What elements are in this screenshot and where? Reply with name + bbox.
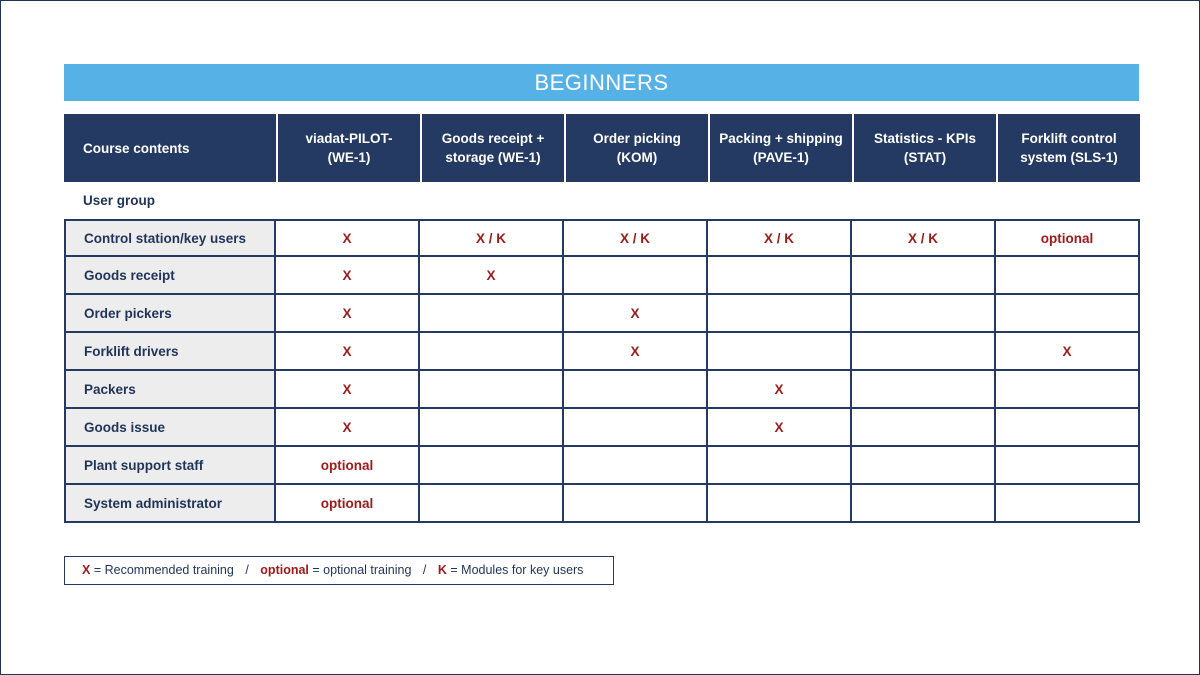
table-cell <box>708 295 852 333</box>
table-cell: optional <box>996 219 1140 257</box>
table-cell <box>708 333 852 371</box>
table-row <box>64 371 1140 409</box>
table-row <box>64 295 1140 333</box>
table-cell: optional <box>276 485 420 523</box>
table-row <box>64 219 1140 257</box>
table-cell <box>852 371 996 409</box>
table-cell: X / K <box>852 219 996 257</box>
table-cell <box>852 257 996 295</box>
table-cell <box>420 295 564 333</box>
table-cell: X <box>708 409 852 447</box>
table-cell: X <box>276 371 420 409</box>
table-cell: optional <box>276 447 420 485</box>
table-cell: X <box>420 257 564 295</box>
table-cell <box>420 371 564 409</box>
header-column: Statistics - KPIs (STAT) <box>852 114 996 182</box>
table-row <box>64 333 1140 371</box>
table-cell <box>852 409 996 447</box>
header-column: viadat-PILOT- (WE-1) <box>276 114 420 182</box>
row-label: Control station/key users <box>64 219 276 257</box>
table-cell <box>420 485 564 523</box>
legend-x-text: = Recommended training <box>93 563 234 577</box>
table-cell <box>852 485 996 523</box>
row-label: Goods receipt <box>64 257 276 295</box>
legend-k-text: = Modules for key users <box>450 563 584 577</box>
table-cell: X <box>276 295 420 333</box>
training-matrix-table <box>64 114 1140 523</box>
table-cell <box>996 295 1140 333</box>
table-cell: X <box>564 333 708 371</box>
table-cell <box>708 447 852 485</box>
table-cell <box>420 333 564 371</box>
table-cell <box>996 485 1140 523</box>
table-cell <box>996 409 1140 447</box>
table-cell: X <box>276 333 420 371</box>
group-row <box>64 182 1140 219</box>
row-label: Order pickers <box>64 295 276 333</box>
header-column: Goods receipt + storage (WE-1) <box>420 114 564 182</box>
header-column: Order picking (KOM) <box>564 114 708 182</box>
header-course-contents: Course contents <box>64 114 276 182</box>
table-cell: X <box>564 295 708 333</box>
table-cell <box>708 257 852 295</box>
user-group-label: User group <box>64 182 1140 219</box>
table-cell <box>420 447 564 485</box>
table-cell: X / K <box>420 219 564 257</box>
table-cell <box>852 447 996 485</box>
table-row <box>64 409 1140 447</box>
table-cell <box>996 371 1140 409</box>
table-cell <box>708 485 852 523</box>
table-cell: X <box>708 371 852 409</box>
table-cell <box>564 371 708 409</box>
legend-optional-text: = optional training <box>312 563 412 577</box>
table-cell <box>852 333 996 371</box>
table-cell: X <box>276 257 420 295</box>
page-title: BEGINNERS <box>64 64 1139 101</box>
legend-k-mark: K <box>437 563 447 577</box>
legend-optional-mark: optional <box>260 563 309 577</box>
table-cell <box>420 409 564 447</box>
row-label: Goods issue <box>64 409 276 447</box>
table-cell <box>996 257 1140 295</box>
table-cell: X <box>276 219 420 257</box>
row-label: Plant support staff <box>64 447 276 485</box>
table-cell <box>564 485 708 523</box>
header-row <box>64 114 1140 182</box>
legend-separator: / <box>422 563 427 577</box>
table-row <box>64 257 1140 295</box>
table-cell <box>564 257 708 295</box>
table-cell: X <box>276 409 420 447</box>
header-column: Packing + shipping (PAVE-1) <box>708 114 852 182</box>
header-column: Forklift control system (SLS-1) <box>996 114 1140 182</box>
row-label: System administrator <box>64 485 276 523</box>
legend-separator: / <box>245 563 249 577</box>
table-row <box>64 485 1140 523</box>
legend-x-mark: X <box>82 563 91 577</box>
table-cell: X / K <box>564 219 708 257</box>
table-cell: X <box>996 333 1140 371</box>
row-label: Forklift drivers <box>64 333 276 371</box>
table-row <box>64 447 1140 485</box>
legend <box>64 556 614 585</box>
table-cell <box>564 409 708 447</box>
table-cell <box>996 447 1140 485</box>
table-cell: X / K <box>708 219 852 257</box>
row-label: Packers <box>64 371 276 409</box>
table-cell <box>852 295 996 333</box>
table-cell <box>564 447 708 485</box>
